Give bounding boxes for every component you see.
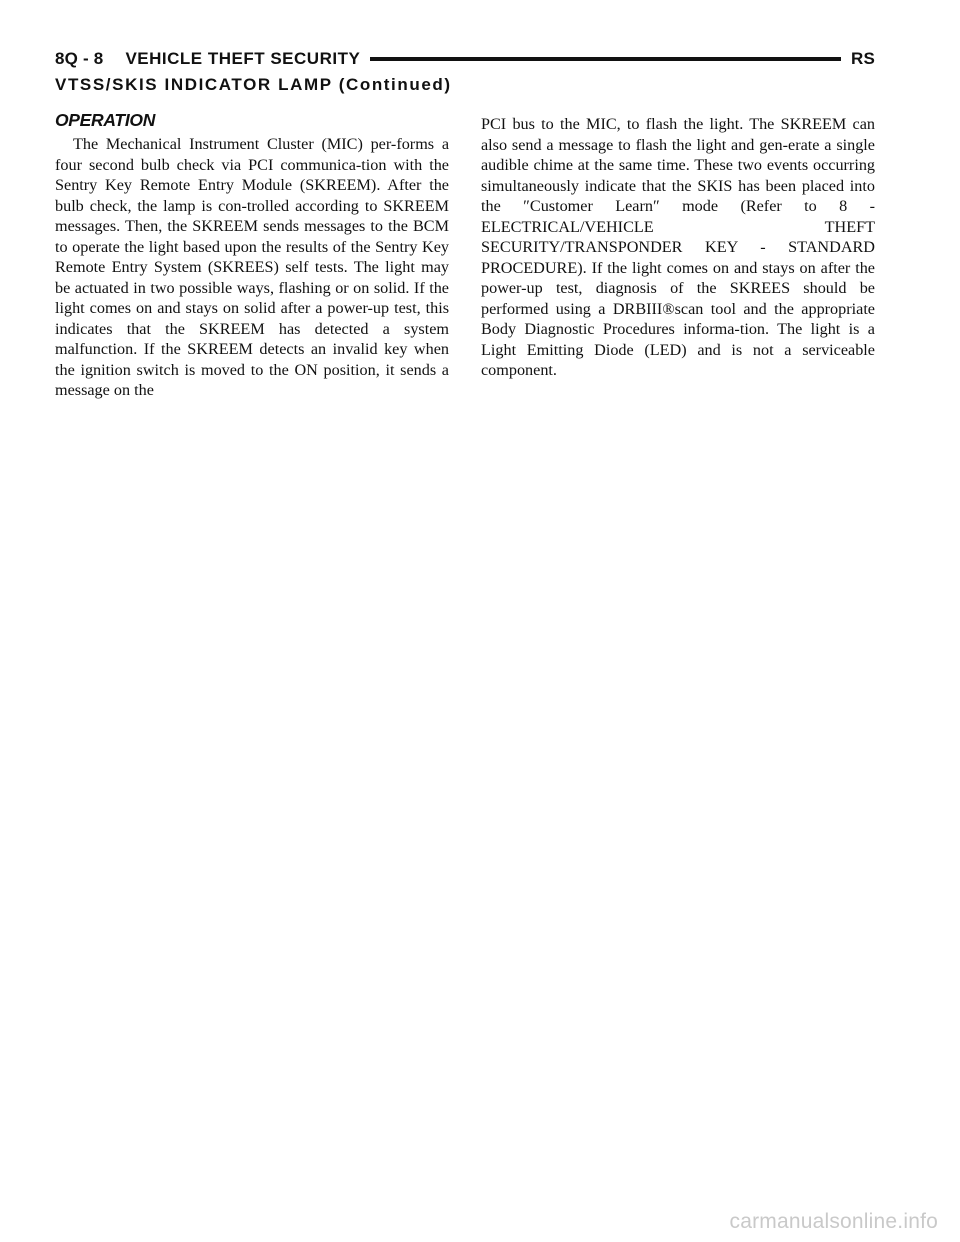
site-watermark: carmanualsonline.info xyxy=(729,1210,938,1233)
model-code: RS xyxy=(850,49,875,68)
left-column xyxy=(55,110,449,401)
section-title: VEHICLE THEFT SECURITY xyxy=(125,49,361,68)
operation-subheading: OPERATION xyxy=(55,110,156,130)
right-column xyxy=(481,114,875,381)
continued-heading: VTSS/SKIS INDICATOR LAMP (Continued) xyxy=(55,75,452,94)
operation-paragraph-right: PCI bus to the MIC, to flash the light. The SKREEM can also send a message to flash the light and gen-erate a single audible chime at the same time. These two events occurring simultaneously indicate that the SKIS has been placed into the ″Customer Learn″ mode (Refer to 8 - ELECTRICAL/VEHICLE THEFT SECURITY/TRANSPONDER KEY - STANDARD PROCEDURE). If the light comes on and stays on after the power-up test, diagnosis of the SKREES should be performed using a DRBIII®scan tool and the appropriate Body Diagnostic Procedures informa-tion. The light is a Light Emitting Diode (LED) and is not a serviceable component. xyxy=(481,115,875,379)
page-header xyxy=(55,48,875,70)
operation-paragraph-left: The Mechanical Instrument Cluster (MIC) per-forms a four second bulb check via PCI communica-tion with the Sentry Key Remote Entry Module (SKREEM). After the bulb check, the lamp is con-trolled according to SKREEM messages. Then, the SKREEM sends messages to the BCM to operate the light based upon the results of the Sentry Key Remote Entry System (SKREES) self tests. The light may be actuated in two possible ways, flashing or on solid. If the light comes on and stays on solid after a power-up test, this indicates that the SKREEM has detected a system malfunction. If the SKREEM detects an invalid key when the ignition switch is moved to the ON position, it sends a message on the xyxy=(55,135,449,399)
page-number: 8Q - 8 xyxy=(55,49,104,68)
header-rule xyxy=(370,57,841,61)
